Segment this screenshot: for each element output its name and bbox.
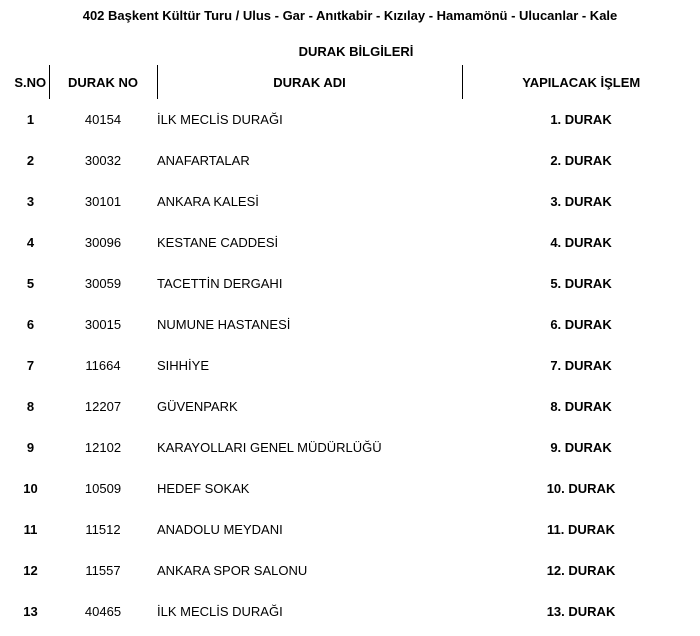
column-header-action: YAPILACAK İŞLEM — [462, 65, 700, 99]
row-stop-name: İLK MECLİS DURAĞI — [157, 112, 283, 127]
row-action: 11. DURAK — [547, 522, 615, 537]
table-row — [12, 427, 700, 468]
table-row — [12, 140, 700, 181]
row-action: 3. DURAK — [550, 194, 612, 209]
row-stop-no: 11512 — [85, 522, 121, 537]
row-action: 5. DURAK — [550, 276, 612, 291]
row-stop-no: 30032 — [84, 153, 122, 168]
row-action: 8. DURAK — [550, 399, 612, 414]
row-action: 10. DURAK — [546, 481, 616, 496]
column-header-sno: S.NO — [14, 74, 47, 90]
row-sno: 5 — [26, 276, 35, 291]
row-stop-no: 11557 — [85, 563, 121, 578]
row-stop-name: İLK MECLİS DURAĞI — [157, 604, 283, 619]
row-stop-no: 40465 — [84, 604, 122, 619]
table-row — [12, 386, 700, 427]
section-title-row — [12, 38, 700, 65]
row-stop-name: ANKARA SPOR SALONU — [157, 563, 308, 578]
row-stop-name: ANAFARTALAR — [157, 153, 250, 168]
table-row — [12, 345, 700, 386]
row-sno: 4 — [26, 235, 35, 250]
column-header-stop-name: DURAK ADI — [157, 65, 462, 99]
row-stop-no: 30101 — [84, 194, 122, 209]
row-stop-name: HEDEF SOKAK — [157, 481, 250, 496]
column-header-row — [12, 65, 700, 99]
row-stop-name: KESTANE CADDESİ — [157, 235, 279, 250]
row-stop-no: 30015 — [84, 317, 122, 332]
table-row — [12, 99, 700, 140]
row-action: 1. DURAK — [550, 112, 612, 127]
row-action: 4. DURAK — [550, 235, 612, 250]
row-stop-name: KARAYOLLARI GENEL MÜDÜRLÜĞÜ — [157, 440, 382, 455]
table-row — [12, 222, 700, 263]
route-title: 402 Başkent Kültür Turu / Ulus - Gar - Anıtkabir - Kızılay - Hamamönü - Ulucanlar - Kale — [82, 8, 618, 23]
row-sno: 2 — [26, 153, 35, 168]
stop-info-table — [12, 38, 700, 632]
row-action: 9. DURAK — [550, 440, 612, 455]
row-sno: 8 — [26, 399, 35, 414]
table-row — [12, 509, 700, 550]
row-sno: 1 — [26, 112, 35, 127]
section-title: DURAK BİLGİLERİ — [298, 44, 414, 59]
row-sno: 12 — [23, 563, 38, 578]
row-stop-no: 30096 — [84, 235, 122, 250]
row-sno: 6 — [26, 317, 35, 332]
table-row — [12, 181, 700, 222]
row-stop-name: SIHHİYE — [157, 358, 210, 373]
row-action: 12. DURAK — [546, 563, 616, 578]
table-row — [12, 550, 700, 591]
row-action: 7. DURAK — [550, 358, 612, 373]
row-sno: 10 — [23, 481, 38, 496]
row-stop-no: 12207 — [84, 399, 122, 414]
row-sno: 13 — [23, 604, 38, 619]
row-stop-no: 10509 — [84, 481, 122, 496]
row-sno: 3 — [26, 194, 35, 209]
row-stop-name: NUMUNE HASTANESİ — [157, 317, 291, 332]
column-header-stop-no: DURAK NO — [49, 65, 157, 99]
row-action: 13. DURAK — [546, 604, 616, 619]
row-stop-no: 40154 — [84, 112, 122, 127]
row-sno: 11 — [23, 522, 38, 537]
row-stop-name: ANADOLU MEYDANI — [157, 522, 283, 537]
table-row — [12, 263, 700, 304]
row-action: 2. DURAK — [550, 153, 612, 168]
row-stop-name: TACETTİN DERGAHI — [157, 276, 283, 291]
table-row — [12, 304, 700, 345]
row-stop-no: 30059 — [84, 276, 122, 291]
row-stop-name: GÜVENPARK — [157, 399, 238, 414]
row-stop-no: 12102 — [84, 440, 122, 455]
row-sno: 7 — [26, 358, 35, 373]
row-sno: 9 — [26, 440, 35, 455]
row-stop-name: ANKARA KALESİ — [157, 194, 259, 209]
table-row — [12, 468, 700, 509]
row-action: 6. DURAK — [550, 317, 612, 332]
row-stop-no: 11664 — [85, 358, 121, 373]
table-row — [12, 591, 700, 632]
stop-rows — [12, 99, 700, 632]
